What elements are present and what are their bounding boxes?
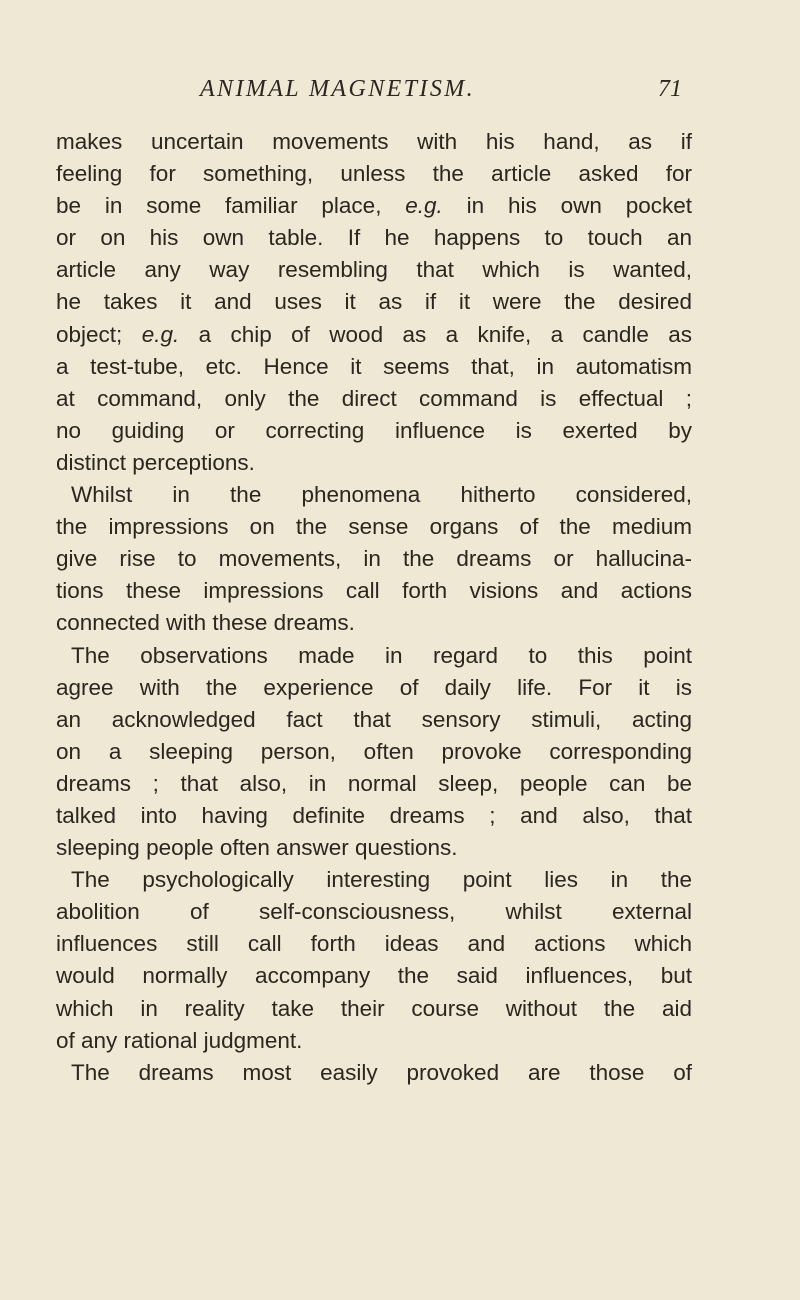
text-line: object; e.g. a chip of wood as a knife, a candle as (56, 321, 693, 347)
italic-abbrev: e.g. (405, 193, 443, 219)
text-line: makes uncertain movements with his hand, as if (56, 129, 692, 154)
text-line: he takes it and uses it as if it were the desired (56, 289, 692, 315)
text-line: feeling for something, unless the article asked for (56, 161, 692, 187)
page-number: 71 (658, 76, 682, 102)
text-line: tions these impressions call forth visions and actions (56, 578, 692, 604)
text-line: talked into having definite dreams ; and also, that (56, 802, 692, 828)
text-line: which in reality take their course without the aid (56, 995, 692, 1021)
text-line: abolition of self-consciousness, whilst external (56, 899, 692, 925)
text-line: The observations made in regard to this point (71, 642, 692, 668)
text-line: of any rational judgment. (56, 1027, 303, 1053)
text-line: sleeping people often answer questions. (56, 835, 458, 861)
text-line: influences still call forth ideas and actions which (56, 931, 692, 957)
text-line: a test-tube, etc. Hence it seems that, in automatism (56, 353, 692, 379)
body-text (56, 126, 692, 1089)
text-line: be in some familiar place, e.g. in his own pocket (56, 193, 692, 219)
running-head (0, 76, 800, 106)
text-line: give rise to movements, in the dreams or hallucina- (56, 546, 692, 572)
text-line: no guiding or correcting influence is exerted by (56, 417, 692, 443)
text-line: dreams ; that also, in normal sleep, people can be (56, 770, 692, 796)
text-line: or on his own table. If he happens to touch an (56, 225, 692, 251)
text-line: on a sleeping person, often provoke corresponding (56, 738, 692, 764)
italic-abbrev: e.g. (141, 321, 180, 347)
text-line: would normally accompany the said influences, but (56, 963, 692, 989)
text-line: at command, only the direct command is effectual ; (56, 385, 692, 411)
text-line: connected with these dreams. (56, 610, 355, 636)
running-title: ANIMAL MAGNETISM. (200, 76, 476, 102)
text-line: Whilst in the phenomena hitherto considered, (71, 482, 692, 508)
text-line: The dreams most easily provoked are those of (71, 1059, 692, 1085)
text-line: agree with the experience of daily life. For it is (56, 674, 692, 700)
text-line: an acknowledged fact that sensory stimuli, acting (56, 706, 692, 732)
text-line: article any way resembling that which is wanted, (56, 257, 692, 283)
text-line: the impressions on the sense organs of the medium (56, 514, 692, 540)
text-line: distinct perceptions. (56, 449, 255, 475)
text-line: The psychologically interesting point lies in the (71, 867, 692, 893)
